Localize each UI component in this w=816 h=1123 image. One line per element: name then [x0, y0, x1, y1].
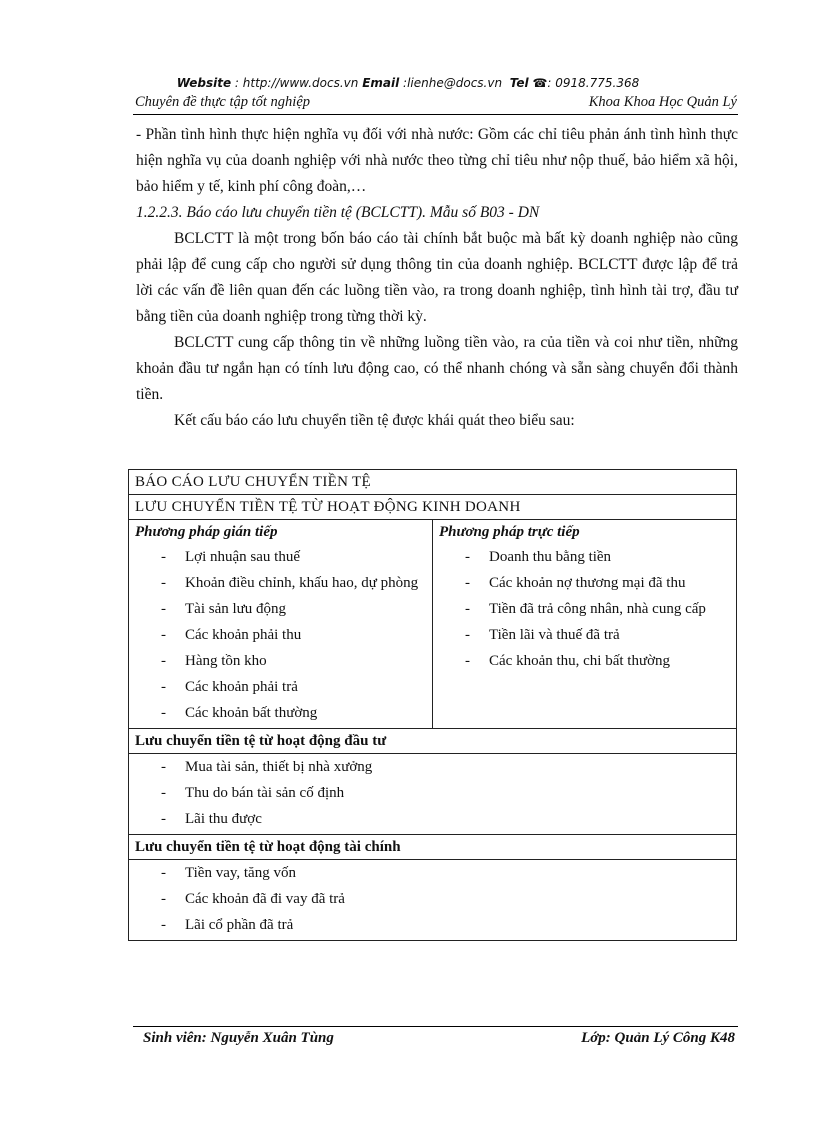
list-item: - Lãi thu được — [135, 806, 730, 832]
list-item: - Thu do bán tài sản cố định — [135, 780, 730, 806]
footer-class: Lớp: Quản Lý Công K48 — [581, 1030, 735, 1046]
table-row — [129, 860, 737, 941]
table-row — [129, 835, 737, 860]
investing-activities-heading: Lưu chuyển tiền tệ từ hoạt động đầu tư — [129, 729, 737, 754]
list-item: - Hàng tồn kho — [135, 648, 426, 674]
table-row — [129, 495, 737, 520]
direct-method-heading: Phương pháp trực tiếp — [439, 524, 580, 540]
list-item: - Các khoản đã đi vay đã trả — [135, 886, 730, 912]
list-item: - Tiền vay, tăng vốn — [135, 860, 730, 886]
list-item: - Các khoản bất thường — [135, 700, 426, 726]
header-divider — [133, 114, 738, 115]
list-item: - Lợi nhuận sau thuế — [135, 544, 426, 570]
footer-student: Sinh viên: Nguyễn Xuân Tùng — [143, 1030, 334, 1046]
list-item: - Các khoản phải trả — [135, 674, 426, 700]
email-label: Email — [362, 76, 400, 90]
website-url[interactable]: http://www.docs.vn — [242, 76, 359, 90]
indirect-method-list — [135, 544, 426, 728]
list-item: - Tiền lãi và thuế đã trả — [439, 622, 730, 648]
financing-activities-cell — [129, 860, 737, 941]
document-body — [136, 122, 738, 434]
header-left: Chuyên đề thực tập tốt nghiệp — [135, 94, 311, 110]
financing-activities-list — [135, 860, 730, 940]
paragraph-bclctt-info: BCLCTT cung cấp thông tin về những luồng tiền vào, ra của tiền và coi như tiền, những khoản đầu tư ngắn hạn có tính lưu động cao, có thể nhanh chóng và sẵn sàng chuyển đổi thành tiền. — [136, 334, 738, 403]
investing-activities-list — [135, 754, 730, 834]
section-title: 1.2.2.3. Báo cáo lưu chuyển tiền tệ (BCLCTT). Mẫu số B03 - DN — [136, 204, 540, 221]
paragraph-structure-intro: Kết cấu báo cáo lưu chuyển tiền tệ được khái quát theo biểu sau: — [174, 412, 575, 429]
investing-activities-cell — [129, 754, 737, 835]
table-row — [129, 754, 737, 835]
website-label: Website — [176, 76, 232, 90]
list-item: - Khoản điều chỉnh, khấu hao, dự phòng — [135, 570, 426, 596]
indirect-method-heading: Phương pháp gián tiếp — [135, 524, 278, 540]
direct-method-list — [439, 544, 730, 676]
list-item: - Các khoản nợ thương mại đã thu — [439, 570, 730, 596]
website-separator: : — [231, 76, 243, 90]
paragraph-bclctt-definition: BCLCTT là một trong bốn báo cáo tài chính bắt buộc mà bất kỳ doanh nghiệp nào cũng phải lập để cung cấp cho người sử dụng thông tin của doanh nghiệp. BCLCTT được lập để trả lời các vấn đề liên quan đến các luồng tiền vào, ra trong doanh nghiệp, tình hình tài trợ, đầu tư bằng tiền của doanh nghiệp trong từng thời kỳ. — [136, 230, 738, 325]
tel-value: : 0918.775.368 — [547, 76, 640, 90]
list-item: - Lãi cổ phần đã trả — [135, 912, 730, 938]
list-item: - Doanh thu bằng tiền — [439, 544, 730, 570]
phone-icon: ☎ — [532, 76, 548, 90]
list-item: - Mua tài sản, thiết bị nhà xưởng — [135, 754, 730, 780]
list-item: - Tài sản lưu động — [135, 596, 426, 622]
email-value: :lienhe@docs.vn — [403, 76, 503, 90]
footer-divider — [133, 1026, 738, 1027]
paragraph-obligations: - Phần tình hình thực hiện nghĩa vụ đối với nhà nước: Gồm các chỉ tiêu phản ánh tình hình thực hiện nghĩa vụ của doanh nghiệp với nhà nước theo từng chỉ tiêu như nộp thuế, bảo hiểm xã hội, bảo hiểm y tế, kinh phí công đoàn,… — [136, 126, 738, 195]
table-row — [129, 729, 737, 754]
operating-activities-title: LƯU CHUYỂN TIỀN TỆ TỪ HOẠT ĐỘNG KINH DOANH — [129, 495, 737, 520]
list-item: - Các khoản phải thu — [135, 622, 426, 648]
list-item: - Các khoản thu, chi bất thường — [439, 648, 730, 674]
cash-flow-structure-table — [128, 469, 737, 941]
indirect-method-cell — [129, 520, 433, 729]
page-header — [135, 94, 737, 111]
table-title: BÁO CÁO LƯU CHUYỂN TIỀN TỆ — [129, 470, 737, 495]
header-right: Khoa Khoa Học Quản Lý — [588, 94, 737, 110]
tel-label: Tel — [509, 76, 529, 90]
table-row — [129, 520, 737, 729]
page-footer — [143, 1030, 735, 1047]
table-row — [129, 470, 737, 495]
website-line — [0, 76, 816, 90]
financing-activities-heading: Lưu chuyển tiền tệ từ hoạt động tài chính — [129, 835, 737, 860]
list-item: - Tiền đã trả công nhân, nhà cung cấp — [439, 596, 730, 622]
direct-method-cell — [433, 520, 737, 729]
